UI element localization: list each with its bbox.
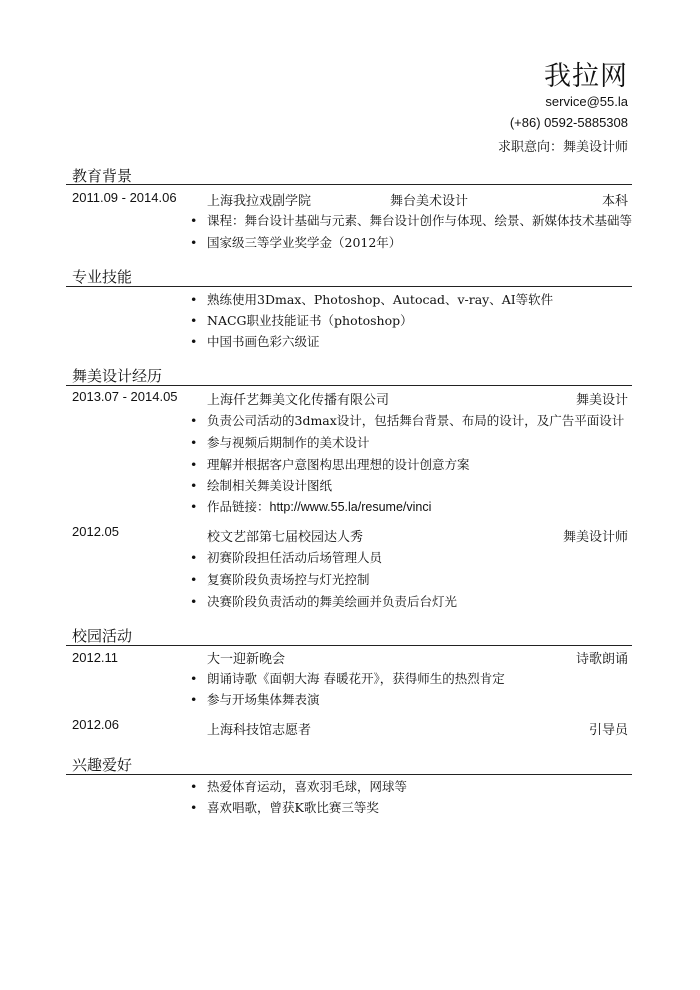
email: service@55.la — [545, 94, 628, 109]
list-item — [190, 311, 413, 329]
education-major: 舞台美术设计 — [390, 194, 469, 209]
list-item-text: 复赛阶段负责场控与灯光控制 — [207, 572, 370, 587]
list-item-text: 喜欢唱歌，曾获K歌比赛三等奖 — [207, 800, 379, 815]
bullet-icon: • — [190, 779, 198, 794]
section-divider — [66, 184, 632, 185]
list-item-text: 国家级三等学业奖学金（2012年） — [207, 235, 402, 250]
list-item — [190, 592, 457, 610]
list-item — [190, 777, 407, 795]
section-divider — [66, 385, 632, 386]
experience-org: 上海仟艺舞美文化传播有限公司 — [207, 393, 390, 408]
bullet-icon: • — [190, 594, 198, 609]
list-item — [190, 411, 624, 429]
bullet-icon: • — [190, 478, 198, 493]
education-school: 上海我拉戏剧学院 — [207, 194, 312, 209]
section-title-hobbies: 兴趣爱好 — [72, 756, 133, 774]
experience-role: 舞美设计 — [575, 393, 628, 408]
bullet-icon: • — [190, 213, 198, 228]
list-item-text: 朗诵诗歌《面朝大海 春暖花开》，获得师生的热烈肯定 — [207, 671, 505, 686]
list-item — [190, 497, 431, 515]
section-divider — [66, 774, 632, 775]
section-title-skills: 专业技能 — [72, 268, 133, 286]
list-item-text: 负责公司活动的3dmax设计，包括舞台背景、布局的设计，及广告平面设计 — [207, 413, 625, 428]
section-title-campus: 校园活动 — [72, 627, 133, 645]
list-item-text: 热爱体育运动，喜欢羽毛球，网球等 — [207, 779, 408, 794]
list-item-text: NACG职业技能证书（photoshop） — [207, 313, 413, 328]
list-item — [190, 233, 401, 251]
list-item-text: 中国书画色彩六级证 — [207, 334, 320, 349]
bullet-icon: • — [190, 671, 198, 686]
list-item-text: 初赛阶段担任活动后场管理人员 — [207, 550, 383, 565]
list-item — [190, 669, 505, 687]
candidate-name: 我拉网 — [544, 61, 628, 92]
education-degree: 本科 — [601, 194, 628, 209]
list-item — [190, 798, 379, 816]
section-title-experience: 舞美设计经历 — [72, 367, 163, 385]
list-item — [190, 332, 320, 350]
experience-date: 2012.05 — [72, 524, 119, 539]
bullet-icon: • — [190, 692, 198, 707]
list-item-text: 课程：舞台设计基础与元素、舞台设计创作与体现、绘景、新媒体技术基础等 — [207, 213, 633, 228]
list-item — [190, 570, 370, 588]
bullet-icon: • — [190, 235, 198, 250]
activity-date: 2012.06 — [72, 717, 119, 732]
experience-date: 2013.07 - 2014.05 — [72, 389, 178, 404]
list-item — [190, 548, 382, 566]
bullet-icon: • — [190, 334, 198, 349]
job-objective: 求职意向：舞美设计师 — [497, 140, 628, 155]
experience-org: 校文艺部第七届校园达人秀 — [207, 530, 364, 545]
list-item — [190, 433, 370, 451]
list-item-text: 参与开场集体舞表演 — [207, 692, 320, 707]
section-divider — [66, 286, 632, 287]
bullet-icon: • — [190, 457, 198, 472]
section-divider — [66, 645, 632, 646]
list-item — [190, 290, 553, 308]
bullet-icon: • — [190, 550, 198, 565]
section-title-education: 教育背景 — [72, 167, 133, 185]
bullet-icon: • — [190, 313, 198, 328]
activity-date: 2012.11 — [72, 650, 119, 665]
bullet-icon: • — [190, 292, 198, 307]
list-item — [190, 455, 470, 473]
activity-role: 引导员 — [588, 723, 628, 738]
list-item-text: 理解并根据客户意图构思出理想的设计创意方案 — [207, 457, 470, 472]
activity-name: 上海科技馆志愿者 — [207, 723, 312, 738]
list-item-text: 熟练使用3Dmax、Photoshop、Autocad、v-ray、AI等软件 — [207, 292, 554, 307]
bullet-icon: • — [190, 800, 198, 815]
bullet-icon: • — [190, 413, 198, 428]
bullet-icon: • — [190, 499, 198, 514]
list-item-text: 决赛阶段负责活动的舞美绘画并负责后台灯光 — [207, 594, 458, 609]
list-item-text: 绘制相关舞美设计图纸 — [207, 478, 333, 493]
list-item — [190, 476, 332, 494]
education-date: 2011.09 - 2014.06 — [72, 190, 177, 205]
bullet-icon: • — [190, 435, 198, 450]
experience-role: 舞美设计师 — [562, 530, 628, 545]
list-item-text: 参与视频后期制作的美术设计 — [207, 435, 370, 450]
list-item — [190, 211, 632, 229]
activity-name: 大一迎新晚会 — [207, 652, 286, 667]
portfolio-link[interactable]: 作品链接：http://www.55.la/resume/vinci — [207, 500, 432, 514]
activity-role: 诗歌朗诵 — [575, 652, 628, 667]
list-item — [190, 690, 320, 708]
phone: (+86) 0592-5885308 — [509, 115, 628, 130]
bullet-icon: • — [190, 572, 198, 587]
